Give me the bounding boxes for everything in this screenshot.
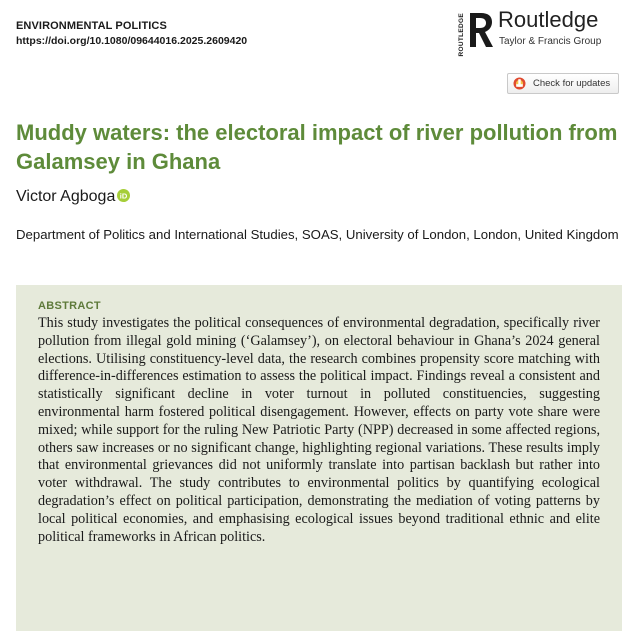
routledge-mark-icon: [467, 11, 493, 49]
crossmark-icon: [513, 77, 526, 90]
svg-text:iD: iD: [120, 191, 128, 201]
author-row: [16, 188, 130, 206]
check-for-updates-button[interactable]: [507, 73, 619, 94]
abstract-heading: ABSTRACT: [38, 300, 101, 312]
journal-name: ENVIRONMENTAL POLITICS: [16, 20, 167, 32]
abstract-text: This study investigates the political consequences of environmental degradation, specifically river pollution from illegal gold mining (‘Galamsey’), on electoral behaviour in Ghana’s 2024 general elections. Utilising constituency-level data, the research combines propensity score matching with difference-in-differences estimation to assess the political impact. Findings reveal a consistent and statistically significant decline in voter turnout in polluted constituencies, suggesting environmental harm fostered political disengagement. However, effects on party vote share were mixed; while support for the ruling New Patriotic Party (NPP) decreased in some affected regions, others saw increases or no significant change, highlighting regional variations. These results imply that environmental grievances did not uniformly translate into partisan backlash but rather into voter withdrawal. The study contributes to environmental politics by quantifying ecological degradation’s effect on political participation, demonstrating the mediation of voting patterns by local political economies, and emphasising ecological issues beyond traditional ethnic and elite political frameworks in African politics.: [38, 315, 600, 545]
abstract-box: [16, 285, 622, 631]
article-title: Muddy waters: the electoral impact of river pollution from Galamsey in Ghana: [16, 120, 618, 174]
publisher-logo: [458, 7, 622, 57]
author-name[interactable]: Victor Agboga: [16, 188, 116, 205]
check-for-updates-label: Check for updates: [533, 78, 611, 89]
publisher-vertical-label: ROUTLEDGE: [458, 13, 465, 57]
author-affiliation: Department of Politics and International Studies, SOAS, University of London, London, United Kingdom: [16, 227, 619, 242]
publisher-subtitle: Taylor & Francis Group: [499, 36, 602, 47]
publisher-name: Routledge: [498, 7, 599, 32]
orcid-icon[interactable]: [117, 189, 130, 202]
doi-link[interactable]: https://doi.org/10.1080/09644016.2025.2609420: [16, 35, 248, 47]
